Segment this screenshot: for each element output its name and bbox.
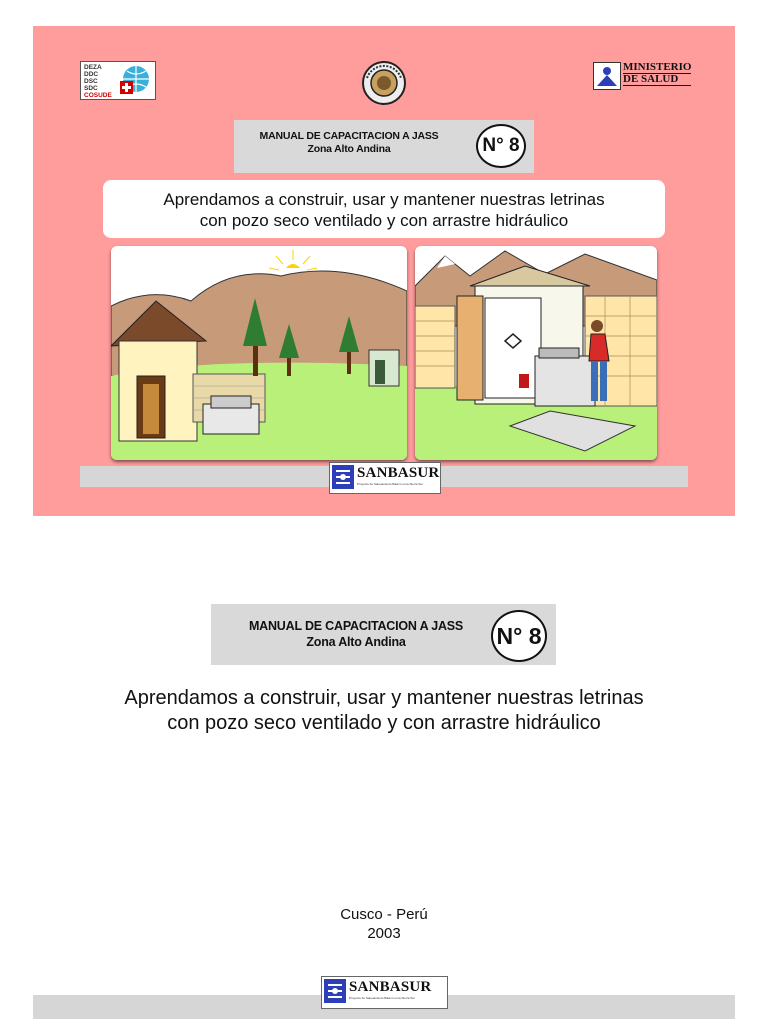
cover-number-badge: N° 8 [476, 124, 526, 168]
cover [33, 26, 735, 516]
cosude-text [84, 64, 112, 99]
cosude-line-ddc: DDC [84, 71, 99, 78]
city-label: Cusco - Perú [340, 906, 428, 923]
cusco-seal-icon [361, 60, 407, 106]
cover-manual-line1: MANUAL DE CAPACITACION A JASS [259, 130, 439, 142]
year-label: 2003 [367, 925, 401, 942]
title-number-badge: N° 8 [491, 610, 547, 662]
cosude-line-deza: DEZA [84, 64, 102, 71]
ministerio-line2: DE SALUD [623, 74, 691, 86]
title-page-heading-line1: Aprendamos a construir, usar y mantener nuestras letrinas [124, 687, 644, 709]
cover-title [103, 189, 665, 231]
title-sanbasur-logo [321, 976, 448, 1009]
ministerio-line1: MINISTERIO [623, 61, 692, 73]
village-landscape-illustration [111, 246, 407, 460]
ministerio-salud-icon [593, 62, 621, 90]
cover-manual-line2: Zona Alto Andina [307, 143, 391, 155]
cover-manual-label [244, 130, 454, 156]
cosude-logo [80, 61, 156, 100]
latrine-illustration [415, 246, 657, 460]
cosude-brand: COSUDE [84, 92, 112, 99]
cover-sanbasur-logo [329, 462, 441, 494]
cover-title-line2: con pozo seco ventilado y con arrastre hidráulico [199, 211, 569, 230]
cover-sanbasur-subtitle: Proyecto de Saneamiento Básico en la Sierra Sur [357, 482, 424, 486]
title-manual-line2: Zona Alto Andina [306, 635, 406, 649]
title-page-heading-line2: con pozo seco ventilado y con arrastre hidráulico [167, 712, 601, 734]
ministerio-salud-logo [593, 61, 692, 90]
cosude-line-sdc: SDC [84, 85, 98, 92]
place-and-year [284, 905, 484, 943]
cover-sanbasur-name: SANBASUR [357, 465, 440, 481]
cover-title-box [103, 180, 665, 238]
cosude-line-dsc: DSC [84, 78, 98, 85]
sanbasur-icon [324, 979, 346, 1003]
title-manual-label [231, 618, 481, 650]
sanbasur-icon [332, 465, 354, 489]
swiss-cross-globe-icon [119, 65, 150, 96]
title-sanbasur-subtitle: Proyecto de Saneamiento Básico en la Sierra Sur [349, 996, 416, 1000]
title-manual-line1: MANUAL DE CAPACITACION A JASS [248, 619, 464, 633]
title-page-heading [40, 686, 728, 736]
title-sanbasur-name: SANBASUR [349, 979, 432, 995]
cover-title-line1: Aprendamos a construir, usar y mantener nuestras letrinas [163, 190, 605, 209]
ministerio-salud-text [623, 62, 691, 86]
